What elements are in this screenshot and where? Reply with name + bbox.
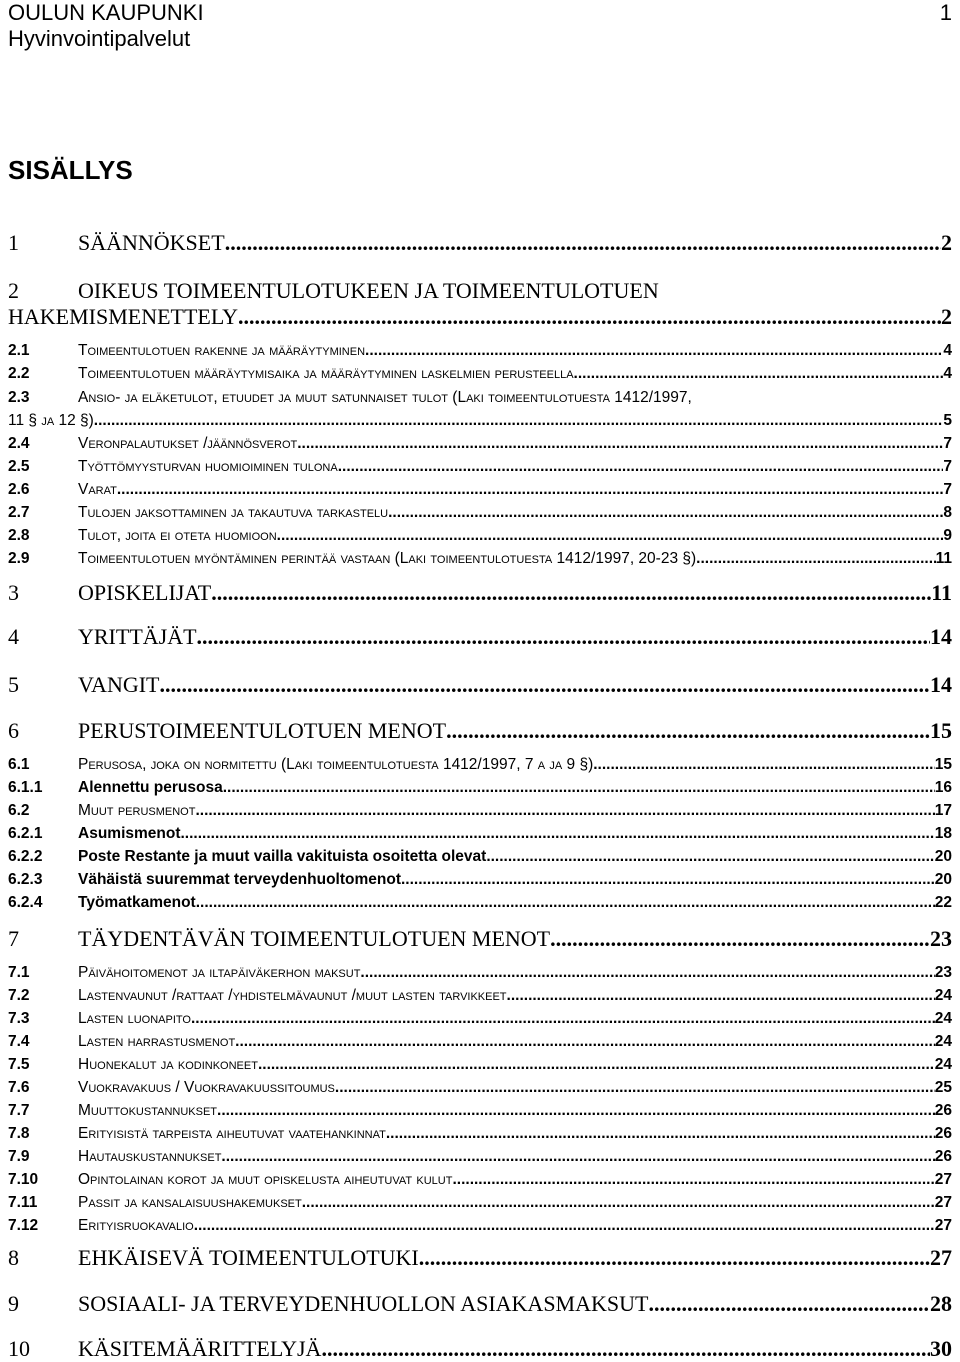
toc-entry[interactable] bbox=[8, 1010, 952, 1028]
toc-page: 8 bbox=[943, 504, 952, 521]
toc-title: SISÄLLYS bbox=[8, 155, 133, 185]
leader-dots bbox=[196, 894, 935, 912]
leader-dots bbox=[211, 580, 931, 606]
toc-entry[interactable] bbox=[8, 1079, 952, 1097]
leader-dots bbox=[452, 1171, 934, 1189]
toc-label: Muuttokustannukset bbox=[78, 1102, 218, 1119]
toc-label: Opintolainan korot ja muut opiskelusta aiheutuvat kulut bbox=[78, 1171, 453, 1188]
toc-label: Päivähoitomenot ja iltapäiväkerhon maksut bbox=[78, 964, 361, 981]
toc-number: 7.3 bbox=[8, 1010, 30, 1027]
toc-number: 7.2 bbox=[8, 987, 30, 1004]
leader-dots bbox=[197, 624, 930, 650]
toc-entry[interactable] bbox=[8, 342, 952, 360]
leader-dots bbox=[191, 1010, 935, 1028]
toc-entry[interactable] bbox=[8, 458, 952, 476]
toc-page: 17 bbox=[934, 802, 952, 819]
toc-page: 4 bbox=[943, 365, 952, 382]
toc-number: 7.1 bbox=[8, 964, 30, 981]
toc-label: SOSIAALI- JA TERVEYDENHUOLLON ASIAKASMAKSUT bbox=[78, 1291, 649, 1316]
toc-entry[interactable] bbox=[8, 802, 952, 820]
leader-dots bbox=[302, 1194, 935, 1212]
toc-entry[interactable] bbox=[8, 848, 952, 866]
toc-label: SÄÄNNÖKSET bbox=[78, 230, 225, 255]
toc-entry[interactable] bbox=[8, 580, 952, 606]
leader-dots bbox=[195, 802, 934, 820]
toc-number: 6 bbox=[8, 718, 19, 743]
toc-label: Lastenvaunut /rattaat /yhdistelmävaunut /muut lasten tarvikkeet bbox=[78, 987, 507, 1004]
leader-dots bbox=[365, 342, 943, 360]
toc-page: 23 bbox=[930, 926, 952, 951]
toc-entry[interactable] bbox=[8, 527, 952, 545]
toc-number: 3 bbox=[8, 580, 19, 605]
toc-label: Erityisistä tarpeista aiheutuvat vaatehankinnat bbox=[78, 1125, 386, 1142]
toc-number: 2.2 bbox=[8, 365, 30, 382]
leader-dots bbox=[648, 1291, 930, 1317]
toc-entry-continuation[interactable] bbox=[8, 412, 952, 430]
toc-entry[interactable] bbox=[8, 987, 952, 1005]
leader-dots bbox=[94, 412, 944, 430]
leader-dots bbox=[258, 1056, 935, 1074]
toc-number: 6.2.1 bbox=[8, 825, 43, 842]
toc-number: 2.4 bbox=[8, 435, 30, 452]
toc-page: 14 bbox=[930, 624, 952, 649]
leader-dots bbox=[223, 779, 935, 797]
toc-label: EHKÄISEVÄ TOIMEENTULOTUKI bbox=[78, 1245, 419, 1270]
leader-dots bbox=[321, 1336, 930, 1362]
toc-label: 11 § ja 12 §) bbox=[8, 412, 94, 429]
toc-label: Toimeentulotuen rakenne ja määräytyminen bbox=[78, 342, 366, 359]
toc-label: Työmatkamenot bbox=[78, 894, 196, 911]
toc-number: 7.4 bbox=[8, 1033, 30, 1050]
toc-number: 7.5 bbox=[8, 1056, 30, 1073]
toc-page: 2 bbox=[941, 304, 952, 329]
toc-page: 27 bbox=[930, 1245, 952, 1270]
toc-number: 7.6 bbox=[8, 1079, 30, 1096]
toc-entry[interactable] bbox=[8, 756, 952, 774]
toc-number: 7.9 bbox=[8, 1148, 30, 1165]
toc-page: 16 bbox=[934, 779, 952, 796]
leader-dots bbox=[217, 1102, 935, 1120]
toc-label: Tulot, joita ei oteta huomioon bbox=[78, 527, 277, 544]
toc-entry[interactable] bbox=[8, 365, 952, 383]
toc-number: 2.5 bbox=[8, 458, 30, 475]
toc-page: 5 bbox=[943, 412, 952, 429]
toc-entry[interactable] bbox=[8, 825, 952, 843]
toc-number: 6.1.1 bbox=[8, 779, 43, 796]
toc-number: 7.8 bbox=[8, 1125, 30, 1142]
toc-entry[interactable] bbox=[8, 964, 952, 982]
toc-number: 7.12 bbox=[8, 1217, 39, 1234]
toc-page: 25 bbox=[934, 1079, 952, 1096]
toc-entry[interactable] bbox=[8, 779, 952, 797]
toc-entry[interactable] bbox=[8, 1336, 952, 1362]
toc-number: 2.1 bbox=[8, 342, 30, 359]
toc-label: Huonekalut ja kodinkoneet bbox=[78, 1056, 258, 1073]
toc-number: 8 bbox=[8, 1245, 19, 1270]
toc-label: Erityisruokavalio bbox=[78, 1217, 194, 1234]
toc-label: PERUSTOIMEENTULOTUEN MENOT bbox=[78, 718, 447, 743]
toc-number: 2.6 bbox=[8, 481, 30, 498]
toc-entry[interactable] bbox=[8, 672, 952, 698]
toc-page: 7 bbox=[943, 481, 952, 498]
toc-entry[interactable] bbox=[8, 1217, 952, 1235]
toc-number: 6.2.3 bbox=[8, 871, 43, 888]
toc-number: 10 bbox=[8, 1336, 30, 1361]
toc-number: 2.3 bbox=[8, 389, 30, 406]
leader-dots bbox=[194, 1217, 935, 1235]
leader-dots bbox=[277, 527, 944, 545]
toc-entry[interactable] bbox=[8, 718, 952, 744]
toc-page: 11 bbox=[931, 580, 952, 605]
toc-entry[interactable] bbox=[8, 1194, 952, 1212]
toc-entry[interactable] bbox=[8, 389, 952, 407]
toc-page: 20 bbox=[934, 848, 952, 865]
leader-dots bbox=[486, 848, 934, 866]
toc-label: TÄYDENTÄVÄN TOIMEENTULOTUEN MENOT bbox=[78, 926, 551, 951]
leader-dots bbox=[574, 365, 944, 383]
leader-dots bbox=[419, 1245, 930, 1271]
toc-number: 7.7 bbox=[8, 1102, 30, 1119]
leader-dots bbox=[593, 756, 935, 774]
leader-dots bbox=[238, 304, 941, 330]
toc-page: 26 bbox=[934, 1148, 952, 1165]
toc-label: Alennettu perusosa bbox=[78, 779, 223, 796]
toc-entry[interactable] bbox=[8, 1033, 952, 1051]
leader-dots bbox=[696, 550, 935, 568]
leader-dots bbox=[117, 481, 944, 499]
toc-page: 15 bbox=[930, 718, 952, 743]
leader-dots bbox=[225, 230, 941, 256]
toc-entry[interactable] bbox=[8, 230, 952, 256]
page-number: 1 bbox=[939, 0, 952, 25]
toc-label: Tulojen jaksottaminen ja takautuva tarkastelu bbox=[78, 504, 389, 521]
toc-page: 9 bbox=[943, 527, 952, 544]
toc-number: 7.11 bbox=[8, 1194, 38, 1211]
toc-entry[interactable] bbox=[8, 1102, 952, 1120]
toc-label: Asumismenot bbox=[78, 825, 181, 842]
leader-dots bbox=[221, 1148, 934, 1166]
toc-entry[interactable] bbox=[8, 278, 952, 304]
toc-label: KÄSITEMÄÄRITTELYJÄ bbox=[78, 1336, 322, 1361]
toc-label: Varat bbox=[78, 481, 117, 498]
leader-dots bbox=[386, 1125, 935, 1143]
leader-dots bbox=[550, 926, 930, 952]
leader-dots bbox=[235, 1033, 935, 1051]
toc-number: 2.9 bbox=[8, 550, 30, 567]
toc-entry[interactable] bbox=[8, 1245, 952, 1271]
toc-number: 4 bbox=[8, 624, 19, 649]
toc-label: Toimeentulotuen myöntäminen perintää vastaan (Laki toimeentulotuesta 1412/1997, 20-23 §) bbox=[78, 550, 697, 567]
toc-number: 7.10 bbox=[8, 1171, 39, 1188]
toc-number: 2.7 bbox=[8, 504, 30, 521]
leader-dots bbox=[446, 718, 930, 744]
toc-entry[interactable] bbox=[8, 926, 952, 952]
toc-entry[interactable] bbox=[8, 1171, 952, 1189]
toc-number: 6.2.4 bbox=[8, 894, 43, 911]
toc-label: Poste Restante ja muut vailla vakituista osoitetta olevat bbox=[78, 848, 487, 865]
department-name: Hyvinvointipalvelut bbox=[8, 26, 191, 51]
toc-entry[interactable] bbox=[8, 1148, 952, 1166]
toc-page: 2 bbox=[941, 230, 952, 255]
leader-dots bbox=[335, 1079, 935, 1097]
toc-number: 6.1 bbox=[8, 756, 30, 773]
leader-dots bbox=[507, 987, 935, 1005]
toc-entry[interactable] bbox=[8, 871, 952, 889]
toc-label: Lasten harrastusmenot bbox=[78, 1033, 236, 1050]
toc-page: 24 bbox=[934, 987, 952, 1004]
toc-label: OIKEUS TOIMEENTULOTUKEEN JA TOIMEENTULOTUEN bbox=[78, 278, 659, 303]
toc-page: 27 bbox=[934, 1194, 952, 1211]
organization-name: OULUN KAUPUNKI bbox=[8, 0, 204, 25]
toc-number: 7 bbox=[8, 926, 19, 951]
toc-entry[interactable] bbox=[8, 504, 952, 522]
toc-entry[interactable] bbox=[8, 1056, 952, 1074]
toc-number: 6.2 bbox=[8, 802, 30, 819]
toc-number: 6.2.2 bbox=[8, 848, 43, 865]
leader-dots bbox=[297, 435, 943, 453]
toc-number: 1 bbox=[8, 230, 19, 255]
toc-entry[interactable] bbox=[8, 550, 952, 568]
toc-label: Perusosa, joka on normitettu (Laki toimeentulotuesta 1412/1997, 7 a ja 9 §) bbox=[78, 756, 594, 773]
toc-page: 20 bbox=[934, 871, 952, 888]
leader-dots bbox=[181, 825, 935, 843]
toc-label: Vähäistä suuremmat terveydenhuoltomenot bbox=[78, 871, 401, 888]
toc-label: Ansio- ja eläketulot, etuudet ja muut satunnaiset tulot (Laki toimeentulotuesta 1412/1997, bbox=[78, 389, 692, 406]
toc-label: Hautauskustannukset bbox=[78, 1148, 222, 1165]
toc-page: 15 bbox=[934, 756, 952, 773]
leader-dots bbox=[360, 964, 934, 982]
leader-dots bbox=[159, 672, 930, 698]
toc-page: 7 bbox=[943, 435, 952, 452]
toc-label: Toimeentulotuen määräytymisaika ja määräytyminen laskelmien perusteella bbox=[78, 365, 574, 382]
toc-number: 2 bbox=[8, 278, 19, 303]
toc-page: 27 bbox=[934, 1217, 952, 1234]
toc-label: Passit ja kansalaisuushakemukset bbox=[78, 1194, 302, 1211]
toc-page: 22 bbox=[934, 894, 952, 911]
toc-page: 18 bbox=[934, 825, 952, 842]
toc-number: 5 bbox=[8, 672, 19, 697]
toc-page: 11 bbox=[935, 550, 952, 567]
leader-dots bbox=[388, 504, 943, 522]
toc-label: Lasten luonapito bbox=[78, 1010, 191, 1027]
toc-label: OPISKELIJAT bbox=[78, 580, 212, 605]
toc-label: YRITTÄJÄT bbox=[78, 624, 197, 649]
toc-page: 28 bbox=[930, 1291, 952, 1316]
toc-page: 14 bbox=[930, 672, 952, 697]
toc-page: 24 bbox=[934, 1033, 952, 1050]
toc-label: Työttömyysturvan huomioiminen tulona bbox=[78, 458, 338, 475]
leader-dots bbox=[338, 458, 944, 476]
toc-page: 30 bbox=[930, 1336, 952, 1361]
toc-page: 24 bbox=[934, 1010, 952, 1027]
toc-entry[interactable] bbox=[8, 1125, 952, 1143]
toc-page: 27 bbox=[934, 1171, 952, 1188]
toc-page: 26 bbox=[934, 1102, 952, 1119]
toc-entry-continuation[interactable] bbox=[8, 304, 952, 330]
toc-page: 24 bbox=[934, 1056, 952, 1073]
toc-entry[interactable] bbox=[8, 894, 952, 912]
toc-number: 2.8 bbox=[8, 527, 30, 544]
toc-entry[interactable] bbox=[8, 435, 952, 453]
toc-label: Veronpalautukset /jäännösverot bbox=[78, 435, 298, 452]
toc-label: VANGIT bbox=[78, 672, 160, 697]
toc-page: 26 bbox=[934, 1125, 952, 1142]
toc-page: 23 bbox=[934, 964, 952, 981]
toc-label: Vuokravakuus / Vuokravakuussitoumus bbox=[78, 1079, 335, 1096]
toc-number: 9 bbox=[8, 1291, 19, 1316]
leader-dots bbox=[401, 871, 935, 889]
toc-page: 4 bbox=[943, 342, 952, 359]
toc-entry[interactable] bbox=[8, 1291, 952, 1317]
toc-page: 7 bbox=[943, 458, 952, 475]
toc-label: HAKEMISMENETTELY bbox=[8, 304, 238, 329]
toc-entry[interactable] bbox=[8, 624, 952, 650]
toc-label: Muut perusmenot bbox=[78, 802, 196, 819]
toc-entry[interactable] bbox=[8, 481, 952, 499]
page-header bbox=[8, 0, 952, 52]
